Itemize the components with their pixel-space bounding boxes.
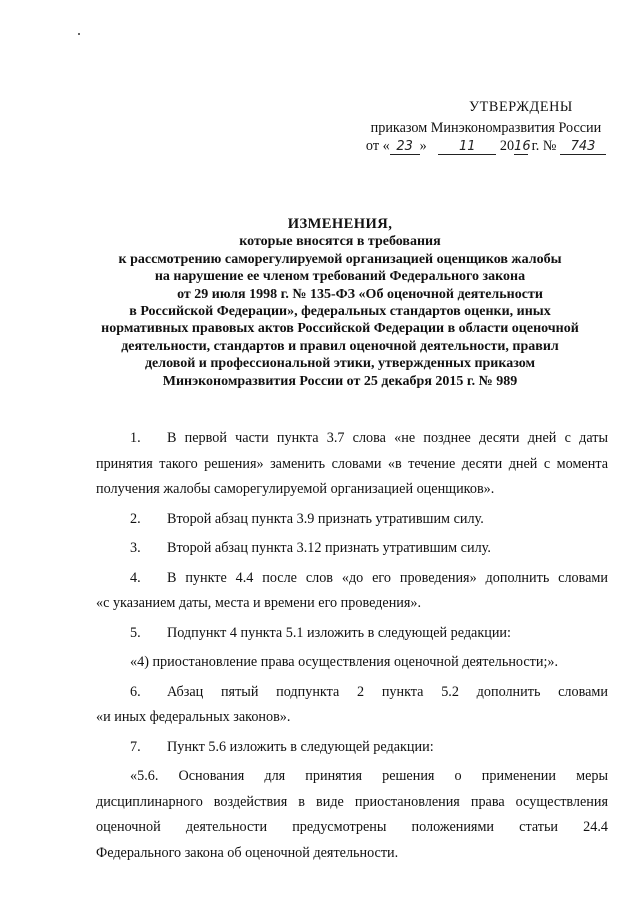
document-title: ИЗМЕНЕНИЯ, (287, 216, 393, 232)
title-lines (80, 233, 600, 390)
list-item (96, 426, 608, 503)
item-continuation: дисциплинарного воздействия в виде приостановления права осуществления (96, 793, 608, 810)
item-continuation: Федерального закона об оценочной деятельности. (96, 844, 399, 861)
item-number: 7. (130, 738, 141, 755)
item-text: Пункт 5.6 изложить в следующей редакции: (167, 738, 434, 755)
title-line: которые вносятся в требования (239, 234, 441, 250)
item-continuation: «и иных федеральных законов». (96, 709, 291, 725)
document-body (96, 426, 608, 870)
title-line: деловой и профессиональной этики, утвержденных приказом (144, 356, 536, 372)
date-prefix: от « (365, 138, 390, 154)
item-number: 3. (130, 540, 141, 556)
handwritten-day: 23 (390, 140, 420, 155)
item-continuation: «с указанием даты, места и времени его проведения». (96, 595, 422, 611)
item-continuation: получения жалобы саморегулируемой организацией оценщиков». (96, 481, 495, 497)
quoted-text: «5.6. Основания для принятия решения о применении меры (130, 768, 608, 784)
date-mid: » (419, 138, 427, 154)
approval-heading: УТВЕРЖДЕНЫ (469, 99, 573, 115)
item-number: 1. (130, 430, 141, 446)
item-text: В первой части пункта 3.7 слова «не позднее десяти дней с даты (167, 430, 608, 446)
title-line: на нарушение ее членом требований Федерального закона (154, 269, 526, 285)
item-text: В пункте 4.4 после слов «до его проведения» дополнить словами (167, 569, 608, 586)
item-continuation: оценочной деятельности предусмотрены положениями статьи 24.4 (96, 819, 608, 835)
scan-speck (78, 33, 80, 35)
approval-date-line (366, 137, 606, 155)
title-line: к рассмотрению саморегулируемой организацией оценщиков жалобы (118, 251, 562, 267)
list-item (96, 621, 608, 647)
item-number: 4. (130, 569, 141, 586)
item-number: 6. (130, 683, 141, 700)
handwritten-number: 743 (560, 140, 606, 155)
handwritten-month: 11 (438, 140, 496, 155)
title-line: нормативных правовых актов Российской Федерации в области оценочной (101, 321, 579, 337)
list-item (96, 566, 608, 617)
title-line: деятельности, стандартов и правил оценочной деятельности, правил (121, 338, 559, 354)
year-after: г. № (531, 138, 557, 154)
handwritten-year: 16 (514, 139, 531, 154)
item-text: Абзац пятый подпункта 2 пункта 5.2 дополнить словами (167, 683, 608, 700)
document-title-block (80, 216, 600, 390)
title-line: Минэкономразвития России от 25 декабря 2015 г. № 989 (162, 373, 518, 389)
list-item (96, 680, 608, 731)
list-item (96, 735, 608, 761)
item-text: Второй абзац пункта 3.12 признать утратившим силу. (167, 540, 491, 556)
list-item (96, 536, 608, 562)
item-continuation: принятия такого решения» заменить словами «в течение десяти дней с момента (96, 455, 608, 472)
quoted-text: «4) приостановление права осуществления оценочной деятельности;». (130, 654, 559, 670)
list-item (96, 764, 608, 866)
title-line: от 29 июля 1998 г. № 135-ФЗ «Об оценочной деятельности (177, 286, 543, 302)
year-prefix: 20 (499, 138, 515, 154)
approval-order-line: приказом Минэкономразвития России (370, 120, 602, 136)
item-text: Подпункт 4 пункта 5.1 изложить в следующей редакции: (167, 624, 511, 641)
item-text: Второй абзац пункта 3.9 признать утратившим силу. (167, 510, 484, 527)
list-item (96, 507, 608, 533)
title-line: в Российской Федерации», федеральных стандартов оценки, иных (129, 304, 551, 320)
approval-stamp-block (366, 98, 606, 155)
list-item (96, 650, 608, 676)
item-number: 2. (130, 510, 141, 527)
item-number: 5. (130, 624, 141, 641)
